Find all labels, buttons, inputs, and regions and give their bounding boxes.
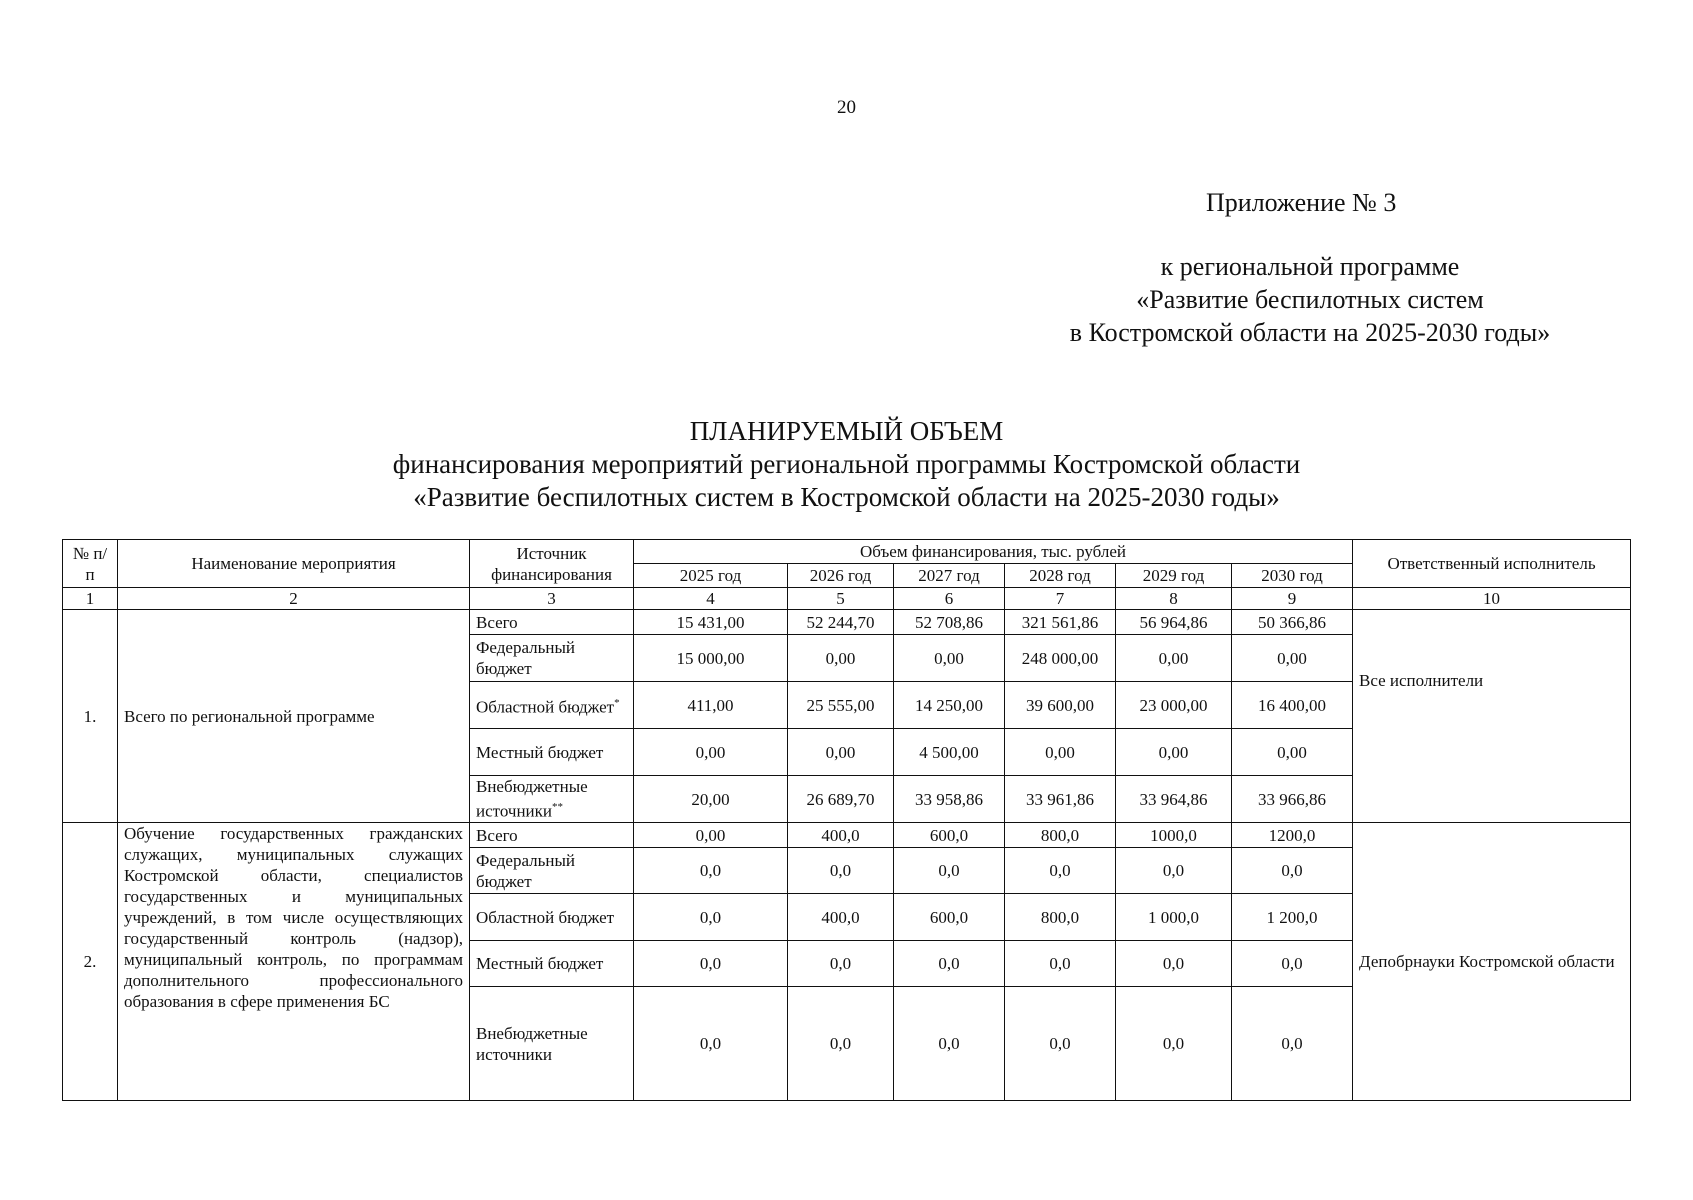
column-numbers-row [63, 588, 1631, 610]
value-cell: 1200,0 [1232, 823, 1353, 848]
value-cell: 26 689,70 [788, 776, 894, 823]
value-cell: 0,0 [1005, 848, 1116, 894]
row-responsible: Депобрнауки Костромской области [1353, 823, 1631, 1101]
heading-title: ПЛАНИРУЕМЫЙ ОБЪЕМ [689, 416, 1004, 446]
value-cell: 0,00 [634, 729, 788, 776]
value-cell: 0,0 [1116, 848, 1232, 894]
value-cell: 600,0 [894, 894, 1005, 941]
value-cell: 0,0 [1116, 987, 1232, 1101]
header-year: 2028 год [1005, 564, 1116, 588]
value-cell: 0,0 [788, 941, 894, 987]
page-number: 20 [837, 97, 856, 118]
source-label: Внебюджетные источники [470, 987, 634, 1101]
footnote-mark: ** [552, 801, 564, 814]
value-cell: 800,0 [1005, 823, 1116, 848]
value-cell: 0,0 [788, 848, 894, 894]
value-cell: 0,0 [894, 941, 1005, 987]
appendix-line: «Развитие беспилотных систем [1136, 285, 1484, 314]
column-number: 7 [1005, 588, 1116, 610]
value-cell: 400,0 [788, 823, 894, 848]
value-cell: 0,0 [894, 987, 1005, 1101]
header-source: Источник финансирования [470, 540, 634, 588]
appendix-line: к региональной программе [1160, 252, 1460, 281]
header-volume: Объем финансирования, тыс. рублей [634, 540, 1353, 564]
value-cell: 39 600,00 [1005, 682, 1116, 729]
financing-table [62, 539, 1631, 1101]
table-row [63, 823, 1631, 848]
financing-table-wrapper [62, 539, 1631, 1101]
source-label: Местный бюджет [470, 729, 634, 776]
value-cell: 33 966,86 [1232, 776, 1353, 823]
value-cell: 0,00 [1116, 635, 1232, 682]
value-cell: 0,00 [894, 635, 1005, 682]
column-number: 9 [1232, 588, 1353, 610]
value-cell: 4 500,00 [894, 729, 1005, 776]
footnote-mark: * [614, 696, 620, 709]
header-year: 2027 год [894, 564, 1005, 588]
value-cell: 248 000,00 [1005, 635, 1116, 682]
value-cell: 600,0 [894, 823, 1005, 848]
value-cell: 52 244,70 [788, 610, 894, 635]
value-cell: 23 000,00 [1116, 682, 1232, 729]
heading-subtitle: финансирования мероприятий региональной программы Костромской области [392, 449, 1301, 479]
value-cell: 0,0 [634, 848, 788, 894]
value-cell: 33 958,86 [894, 776, 1005, 823]
value-cell: 1 200,0 [1232, 894, 1353, 941]
value-cell: 0,00 [1232, 729, 1353, 776]
header-no: № п/п [63, 540, 118, 588]
column-number: 1 [63, 588, 118, 610]
appendix-line: в Костромской области на 2025-2030 годы» [1069, 318, 1551, 347]
source-label-cell [470, 776, 634, 823]
value-cell: 0,00 [1232, 635, 1353, 682]
value-cell: 0,00 [1005, 729, 1116, 776]
value-cell: 0,00 [788, 635, 894, 682]
appendix-title: Приложение № 3 [1206, 188, 1397, 217]
value-cell: 0,0 [1116, 941, 1232, 987]
source-label-cell [470, 682, 634, 729]
column-number: 5 [788, 588, 894, 610]
heading-subtitle: «Развитие беспилотных систем в Костромской области на 2025-2030 годы» [413, 482, 1280, 512]
value-cell: 15 000,00 [634, 635, 788, 682]
value-cell: 15 431,00 [634, 610, 788, 635]
value-cell: 400,0 [788, 894, 894, 941]
source-label: Всего [470, 823, 634, 848]
source-label: Местный бюджет [470, 941, 634, 987]
value-cell: 411,00 [634, 682, 788, 729]
value-cell: 321 561,86 [1005, 610, 1116, 635]
row-number: 2. [63, 823, 118, 1101]
source-label: Областной бюджет [476, 697, 615, 717]
value-cell: 0,0 [1005, 941, 1116, 987]
value-cell: 0,00 [634, 823, 788, 848]
value-cell: 33 964,86 [1116, 776, 1232, 823]
column-number: 6 [894, 588, 1005, 610]
value-cell: 1000,0 [1116, 823, 1232, 848]
row-responsible: Все исполнители [1353, 610, 1631, 823]
column-number: 4 [634, 588, 788, 610]
value-cell: 0,00 [788, 729, 894, 776]
source-label: Областной бюджет [470, 894, 634, 941]
value-cell: 800,0 [1005, 894, 1116, 941]
column-number: 8 [1116, 588, 1232, 610]
column-number: 2 [118, 588, 470, 610]
value-cell: 0,0 [1005, 987, 1116, 1101]
value-cell: 56 964,86 [1116, 610, 1232, 635]
row-name: Обучение государственных гражданских служащих, муниципальных служащих Костромской области, специалистов государственных и муниципальных учреждений, в том числе осуществляющих государственный контроль (надзор), муниципальный контроль, по программам дополнительного профессионального образования в сфере применения БС [118, 823, 470, 1101]
source-label: Федеральный бюджет [470, 848, 634, 894]
value-cell: 50 366,86 [1232, 610, 1353, 635]
document-heading [0, 415, 1693, 514]
value-cell: 0,0 [1232, 941, 1353, 987]
header-year: 2029 год [1116, 564, 1232, 588]
value-cell: 0,0 [788, 987, 894, 1101]
value-cell: 16 400,00 [1232, 682, 1353, 729]
header-year: 2025 год [634, 564, 788, 588]
row-number: 1. [63, 610, 118, 823]
value-cell: 52 708,86 [894, 610, 1005, 635]
column-number: 3 [470, 588, 634, 610]
value-cell: 0,0 [634, 941, 788, 987]
header-year: 2030 год [1232, 564, 1353, 588]
header-name: Наименование мероприятия [118, 540, 470, 588]
value-cell: 0,0 [634, 987, 788, 1101]
row-name: Всего по региональной программе [118, 610, 470, 823]
value-cell: 0,0 [1232, 987, 1353, 1101]
value-cell: 14 250,00 [894, 682, 1005, 729]
source-label: Внебюджетные источники [476, 777, 588, 821]
appendix-reference [1000, 250, 1620, 349]
value-cell: 20,00 [634, 776, 788, 823]
value-cell: 33 961,86 [1005, 776, 1116, 823]
value-cell: 0,0 [1232, 848, 1353, 894]
value-cell: 25 555,00 [788, 682, 894, 729]
value-cell: 1 000,0 [1116, 894, 1232, 941]
source-label: Федеральный бюджет [470, 635, 634, 682]
header-year: 2026 год [788, 564, 894, 588]
source-label: Всего [470, 610, 634, 635]
value-cell: 0,00 [1116, 729, 1232, 776]
column-number: 10 [1353, 588, 1631, 610]
value-cell: 0,0 [634, 894, 788, 941]
table-row [63, 610, 1631, 635]
value-cell: 0,0 [894, 848, 1005, 894]
header-responsible: Ответственный исполнитель [1353, 540, 1631, 588]
